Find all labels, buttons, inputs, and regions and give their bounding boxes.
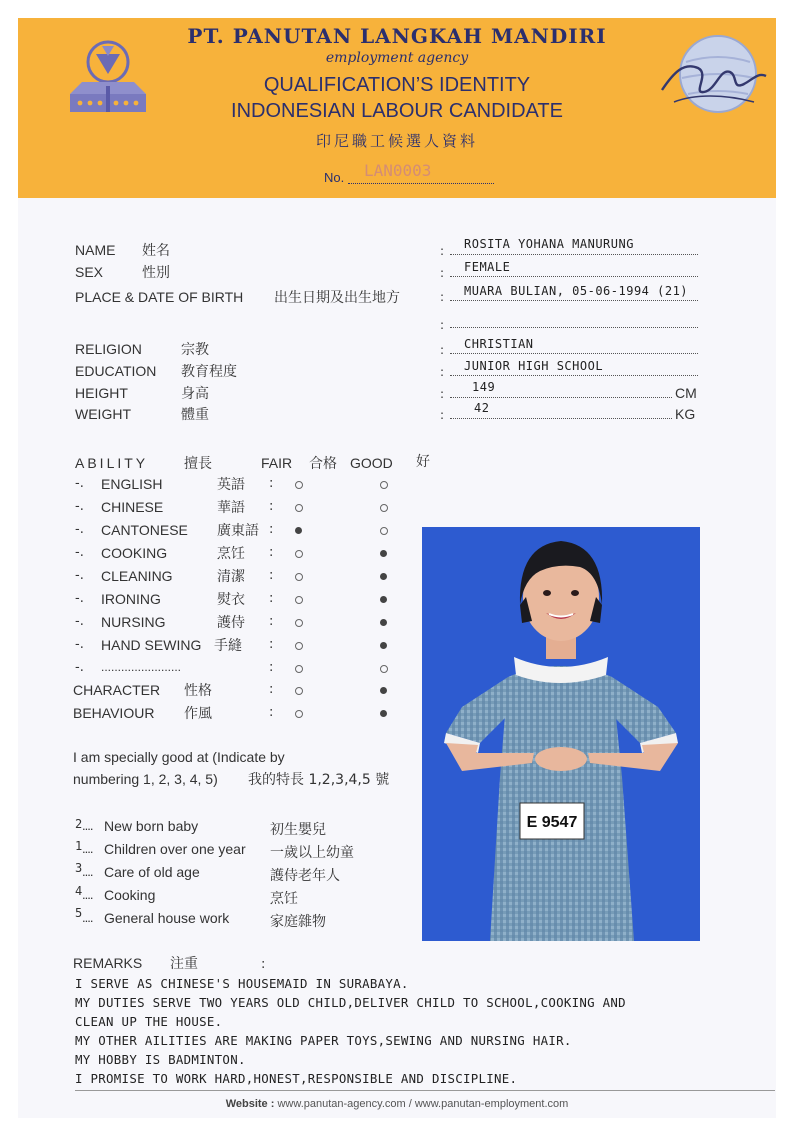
birth-value: MUARA BULIAN, 05-06-1994 (21) bbox=[464, 284, 689, 298]
sex-label-cn: 性別 bbox=[142, 265, 170, 281]
bullet: -. bbox=[75, 614, 84, 629]
fair-rating-empty-dot bbox=[295, 504, 303, 512]
ability-name-cn: 廣東語 bbox=[217, 523, 259, 539]
ability-label-cn: 擅長 bbox=[184, 456, 212, 472]
birth-label-cn: 出生日期及出生地方 bbox=[274, 290, 400, 306]
remarks-label-cn: 注重 bbox=[170, 956, 198, 972]
special-rank: 5 bbox=[75, 906, 83, 920]
bullet: -. bbox=[75, 499, 84, 514]
height-label: HEIGHT bbox=[75, 385, 128, 401]
footer bbox=[18, 1098, 776, 1110]
colon: : bbox=[269, 637, 274, 652]
company-tagline: employment agency bbox=[325, 50, 469, 66]
height-unit: CM bbox=[675, 385, 697, 401]
colon: : bbox=[269, 705, 274, 720]
special-label-cn: 一歲以上幼童 bbox=[270, 845, 354, 861]
special-rank: 1 bbox=[75, 839, 83, 853]
bullet: -. bbox=[75, 591, 84, 606]
form-title-line2: INDONESIAN LABOUR CANDIDATE bbox=[231, 100, 563, 122]
remarks-line: MY DUTIES SERVE TWO YEARS OLD CHILD,DELIVER CHILD TO SCHOOL,COOKING AND bbox=[75, 995, 626, 1010]
good-rating-empty-dot bbox=[380, 504, 388, 512]
colon: : bbox=[440, 387, 445, 401]
fill-line bbox=[450, 418, 672, 419]
candidate-form bbox=[18, 18, 776, 1118]
bullet: -. bbox=[75, 637, 84, 652]
fill-line bbox=[450, 353, 698, 354]
remarks-line: CLEAN UP THE HOUSE. bbox=[75, 1014, 223, 1029]
good-rating-empty-dot bbox=[380, 481, 388, 489]
rank-dots: .... bbox=[82, 864, 93, 879]
ability-name-cn: 英語 bbox=[217, 477, 245, 493]
ability-name-cn: 烹饪 bbox=[217, 546, 245, 562]
ability-name: ........................ bbox=[101, 660, 182, 674]
fair-header-cn: 合格 bbox=[309, 456, 337, 472]
ability-name-cn: 華語 bbox=[217, 500, 245, 516]
ability-label: ABILITY bbox=[75, 455, 149, 471]
religion-label-cn: 宗教 bbox=[181, 342, 209, 358]
name-label: NAME bbox=[75, 242, 116, 258]
ability-name: NURSING bbox=[101, 614, 166, 630]
colon: : bbox=[269, 568, 274, 583]
fair-rating-empty-dot bbox=[295, 687, 303, 695]
remarks-line: I SERVE AS CHINESE'S HOUSEMAID IN SURABAYA. bbox=[75, 976, 409, 991]
form-number-value: LAN0003 bbox=[364, 161, 432, 180]
special-rank: 3 bbox=[75, 861, 83, 875]
colon: : bbox=[440, 244, 445, 258]
fair-rating-empty-dot bbox=[295, 573, 303, 581]
character-label: CHARACTER bbox=[73, 682, 161, 698]
fill-line bbox=[450, 300, 698, 301]
rank-dots: .... bbox=[82, 887, 93, 902]
ability-name: CLEANING bbox=[101, 568, 173, 584]
weight-value: 42 bbox=[474, 401, 490, 415]
special-label-cn: 烹饪 bbox=[270, 891, 298, 907]
remarks-line: MY OTHER AILITIES ARE MAKING PAPER TOYS,SEWING AND NURSING HAIR. bbox=[75, 1033, 572, 1048]
special-label: General house work bbox=[104, 910, 230, 926]
ability-name: IRONING bbox=[101, 591, 161, 607]
colon: : bbox=[269, 522, 274, 537]
good-rating-filled-dot bbox=[380, 619, 387, 626]
header-banner bbox=[18, 18, 776, 198]
religion-label: RELIGION bbox=[75, 341, 142, 357]
fair-rating-empty-dot bbox=[295, 619, 303, 627]
special-intro-line1: I am specially good at (Indicate by bbox=[73, 749, 285, 765]
footer-website-label: Website : bbox=[225, 1098, 275, 1110]
ability-name: HAND SEWING bbox=[101, 637, 202, 653]
good-header: GOOD bbox=[350, 455, 393, 471]
special-label: Care of old age bbox=[104, 864, 200, 880]
colon: : bbox=[440, 408, 445, 422]
colon: : bbox=[440, 343, 445, 357]
bullet: -. bbox=[75, 522, 84, 537]
birth-label: PLACE & DATE OF BIRTH bbox=[75, 289, 244, 305]
rank-dots: .... bbox=[82, 910, 93, 925]
colon: : bbox=[269, 682, 274, 697]
weight-unit: KG bbox=[675, 406, 696, 422]
height-label-cn: 身高 bbox=[181, 386, 209, 402]
religion-value: CHRISTIAN bbox=[464, 337, 534, 351]
name-value: ROSITA YOHANA MANURUNG bbox=[464, 237, 634, 251]
footer-divider bbox=[75, 1090, 775, 1091]
special-label: New born baby bbox=[104, 818, 199, 834]
colon: : bbox=[440, 318, 445, 332]
good-rating-filled-dot bbox=[380, 710, 387, 717]
behaviour-label: BEHAVIOUR bbox=[73, 705, 155, 721]
colon: : bbox=[440, 365, 445, 379]
character-label-cn: 性格 bbox=[184, 683, 212, 699]
candidate-portrait bbox=[422, 527, 700, 941]
fill-line bbox=[450, 254, 698, 255]
fair-rating-filled-dot bbox=[295, 527, 302, 534]
good-rating-filled-dot bbox=[380, 550, 387, 557]
candidate-badge-number: E 9547 bbox=[526, 814, 578, 831]
fair-header: FAIR bbox=[261, 455, 293, 471]
special-label-cn: 家庭雜物 bbox=[270, 914, 326, 930]
special-intro-cn: 我的特長 1,2,3,4,5 號 bbox=[248, 772, 390, 788]
globe-signature-seal-icon bbox=[654, 32, 774, 122]
good-rating-empty-dot bbox=[380, 527, 388, 535]
special-label: Cooking bbox=[104, 887, 156, 903]
fair-rating-empty-dot bbox=[295, 665, 303, 673]
candidate-photo bbox=[422, 527, 700, 941]
good-rating-empty-dot bbox=[380, 665, 388, 673]
ability-name: COOKING bbox=[101, 545, 168, 561]
remarks-line: MY HOBBY IS BADMINTON. bbox=[75, 1052, 246, 1067]
ability-name: CHINESE bbox=[101, 499, 164, 515]
fair-rating-empty-dot bbox=[295, 642, 303, 650]
form-title-line1: QUALIFICATION’S IDENTITY bbox=[263, 74, 531, 96]
special-rank: 4 bbox=[75, 884, 83, 898]
education-value: JUNIOR HIGH SCHOOL bbox=[464, 359, 604, 373]
height-value: 149 bbox=[472, 380, 496, 394]
bullet: -. bbox=[75, 545, 84, 560]
special-label-cn: 護侍老年人 bbox=[270, 868, 340, 884]
colon: : bbox=[269, 476, 274, 491]
good-header-cn: 好 bbox=[416, 454, 430, 470]
ability-name-cn: 護侍 bbox=[217, 615, 245, 631]
special-rank: 2 bbox=[75, 817, 83, 831]
colon: : bbox=[269, 614, 274, 629]
special-label-cn: 初生嬰兒 bbox=[270, 822, 326, 838]
fair-rating-empty-dot bbox=[295, 710, 303, 718]
rank-dots: .... bbox=[82, 818, 93, 833]
colon: : bbox=[269, 591, 274, 606]
good-rating-filled-dot bbox=[380, 573, 387, 580]
bullet: -. bbox=[75, 660, 84, 675]
footer-website-links[interactable]: www.panutan-agency.com / www.panutan-employment.com bbox=[277, 1098, 569, 1110]
fill-line bbox=[450, 375, 698, 376]
rank-dots: .... bbox=[82, 841, 93, 856]
colon: : bbox=[261, 957, 266, 972]
company-name: PT. PANUTAN LANGKAH MANDIRI bbox=[187, 24, 607, 48]
bullet: -. bbox=[75, 568, 84, 583]
education-label: EDUCATION bbox=[75, 363, 157, 379]
special-label: Children over one year bbox=[104, 841, 246, 857]
fill-line bbox=[450, 327, 698, 328]
ability-name: CANTONESE bbox=[101, 522, 188, 538]
colon: : bbox=[440, 266, 445, 280]
remarks-label: REMARKS bbox=[73, 955, 143, 971]
fair-rating-empty-dot bbox=[295, 596, 303, 604]
special-intro-line2: numbering 1, 2, 3, 4, 5) bbox=[73, 771, 218, 787]
colon: : bbox=[269, 660, 274, 675]
ability-name: ENGLISH bbox=[101, 476, 163, 492]
ability-name-cn: 熨衣 bbox=[217, 592, 245, 608]
form-number-line bbox=[348, 183, 494, 184]
form-title-chinese: 印尼職工候選人資料 bbox=[315, 132, 478, 150]
behaviour-label-cn: 作風 bbox=[184, 706, 212, 722]
remarks-line: I PROMISE TO WORK HARD,HONEST,RESPONSIBLE AND DISCIPLINE. bbox=[75, 1071, 518, 1086]
weight-label: WEIGHT bbox=[75, 406, 131, 422]
good-rating-filled-dot bbox=[380, 642, 387, 649]
colon: : bbox=[269, 499, 274, 514]
ability-name-cn: 手縫 bbox=[214, 638, 242, 654]
fair-rating-empty-dot bbox=[295, 481, 303, 489]
ability-name-cn: 清潔 bbox=[217, 569, 245, 585]
fair-rating-empty-dot bbox=[295, 550, 303, 558]
colon: : bbox=[269, 545, 274, 560]
good-rating-filled-dot bbox=[380, 687, 387, 694]
fill-line bbox=[450, 276, 698, 277]
sex-value: FEMALE bbox=[464, 260, 511, 274]
fill-line bbox=[450, 397, 672, 398]
good-rating-filled-dot bbox=[380, 596, 387, 603]
bullet: -. bbox=[75, 476, 84, 491]
sex-label: SEX bbox=[75, 264, 104, 280]
form-number-label: No. bbox=[324, 170, 345, 185]
education-label-cn: 教育程度 bbox=[181, 364, 237, 380]
colon: : bbox=[440, 290, 445, 304]
name-label-cn: 姓名 bbox=[142, 243, 170, 259]
weight-label-cn: 體重 bbox=[181, 407, 209, 423]
